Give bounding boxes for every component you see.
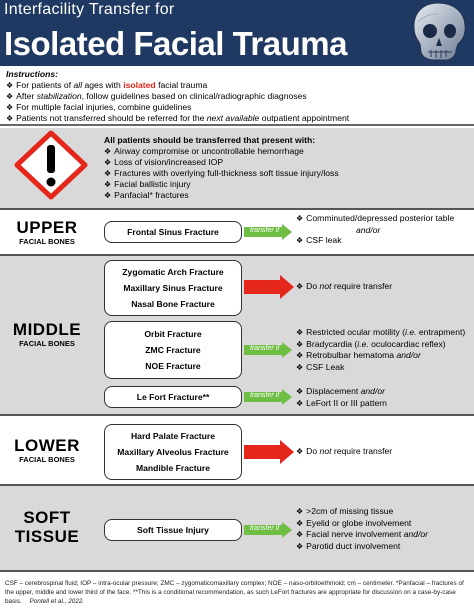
footer-notes (0, 574, 474, 613)
upper-results: ❖ Comminuted/depressed posterior table and/or ❖ CSF leak (296, 213, 455, 246)
transfer-if-label: transfer if (250, 227, 280, 234)
diamond-bullet-icon: ❖ (6, 103, 14, 112)
transfer-criteria-heading: All patients should be transferred that present with: (104, 135, 316, 145)
lower-facial-section (0, 416, 474, 486)
instruction-item: ❖ Patients not transferred should be referred for the next available outpatient appointment (6, 113, 350, 123)
transfer-criteria-panel (0, 128, 474, 210)
instruction-item: ❖ After stabilization, follow guidelines based on clinical/radiographic diagnoses (6, 91, 307, 101)
footer-abbreviations: CSF – cerebrospinal fluid; IOP – intra-ocular pressure; ZMC – zygomaticomaxillary complex; NOE – naso-orbitoethmoid; cm – centimeter. *Panfacial – fractures of the upper, middle and lower third of the face. **This is a conditional recommendation, as such LeFort fractures are appropriate for discussion on a case-by-case basis. (5, 580, 464, 605)
criteria-item: ❖ Loss of vision/increased IOP (104, 157, 224, 167)
lower-label: LOWER FACIAL BONES (14, 436, 80, 464)
midface-no-transfer-result: ❖ Do not require transfer (296, 281, 393, 291)
upper-label: UPPER FACIAL BONES (16, 218, 78, 246)
midface-no-transfer-box: Zygomatic Arch Fracture Maxillary Sinus Fracture Nasal Bone Fracture (104, 260, 242, 316)
header-subtitle: Interfacility Transfer for (4, 1, 175, 18)
criteria-item: ❖ Panfacial* fractures (104, 190, 189, 200)
instruction-item: ❖ For patients of all ages with isolated facial trauma (6, 80, 208, 90)
upper-facial-section (0, 212, 474, 256)
footer-citation: Pontell et al., 2022. (29, 597, 85, 605)
transfer-criteria-list (104, 135, 339, 201)
criteria-item: ❖ Fractures with overlying full-thickness soft tissue injury/loss (104, 168, 339, 178)
criteria-item: ❖ Airway compromise or uncontrollable hemorrhage (104, 146, 304, 156)
middle-label: MIDDLE FACIAL BONES (12, 320, 82, 348)
instruction-item: ❖ For multiple facial injuries, combine guidelines (6, 102, 192, 112)
transfer-if-label: transfer if (250, 392, 280, 399)
soft-tissue-section (0, 486, 474, 572)
orbit-zmc-noe-box: Orbit Fracture ZMC Fracture NOE Fracture (104, 321, 242, 379)
instructions-heading: Instructions: (6, 69, 59, 79)
diamond-bullet-icon: ❖ (6, 81, 14, 90)
lower-result: ❖ Do not require transfer (296, 446, 393, 456)
red-arrow-icon (244, 440, 294, 464)
transfer-if-label: transfer if (250, 345, 280, 352)
soft-tissue-results: ❖ >2cm of missing tissue ❖ Eyelid or globe involvement ❖ Facial nerve involvement and/or ❖ Parotid duct involvement (296, 506, 428, 551)
frontal-sinus-box: Frontal Sinus Fracture (104, 221, 242, 243)
le-fort-box: Le Fort Fracture** (104, 386, 242, 408)
middle-facial-section (0, 256, 474, 416)
lower-fracture-box: Hard Palate Fracture Maxillary Alveolus Fracture Mandible Fracture (104, 424, 242, 480)
transfer-if-label: transfer if (250, 525, 280, 532)
skull-icon (408, 0, 470, 64)
instructions-panel (0, 66, 474, 126)
header-banner (0, 0, 474, 66)
soft-tissue-box: Soft Tissue Injury (104, 519, 242, 541)
soft-tissue-label: SOFT TISSUE (14, 508, 80, 546)
warning-icon (14, 130, 88, 200)
diamond-bullet-icon: ❖ (6, 114, 14, 123)
red-arrow-icon (244, 275, 294, 299)
orbit-zmc-noe-results: ❖ Restricted ocular motility (i.e. entrapment) ❖ Bradycardia (i.e. oculocardiac reflex) ❖ Retrobulbar hematoma and/or ❖ CSF Leak (296, 327, 466, 372)
header-title: Isolated Facial Trauma (4, 25, 347, 62)
criteria-item: ❖ Facial ballistic injury (104, 179, 191, 189)
diamond-bullet-icon: ❖ (6, 92, 14, 101)
le-fort-results: ❖ Displacement and/or ❖ LeFort II or III pattern (296, 386, 387, 408)
